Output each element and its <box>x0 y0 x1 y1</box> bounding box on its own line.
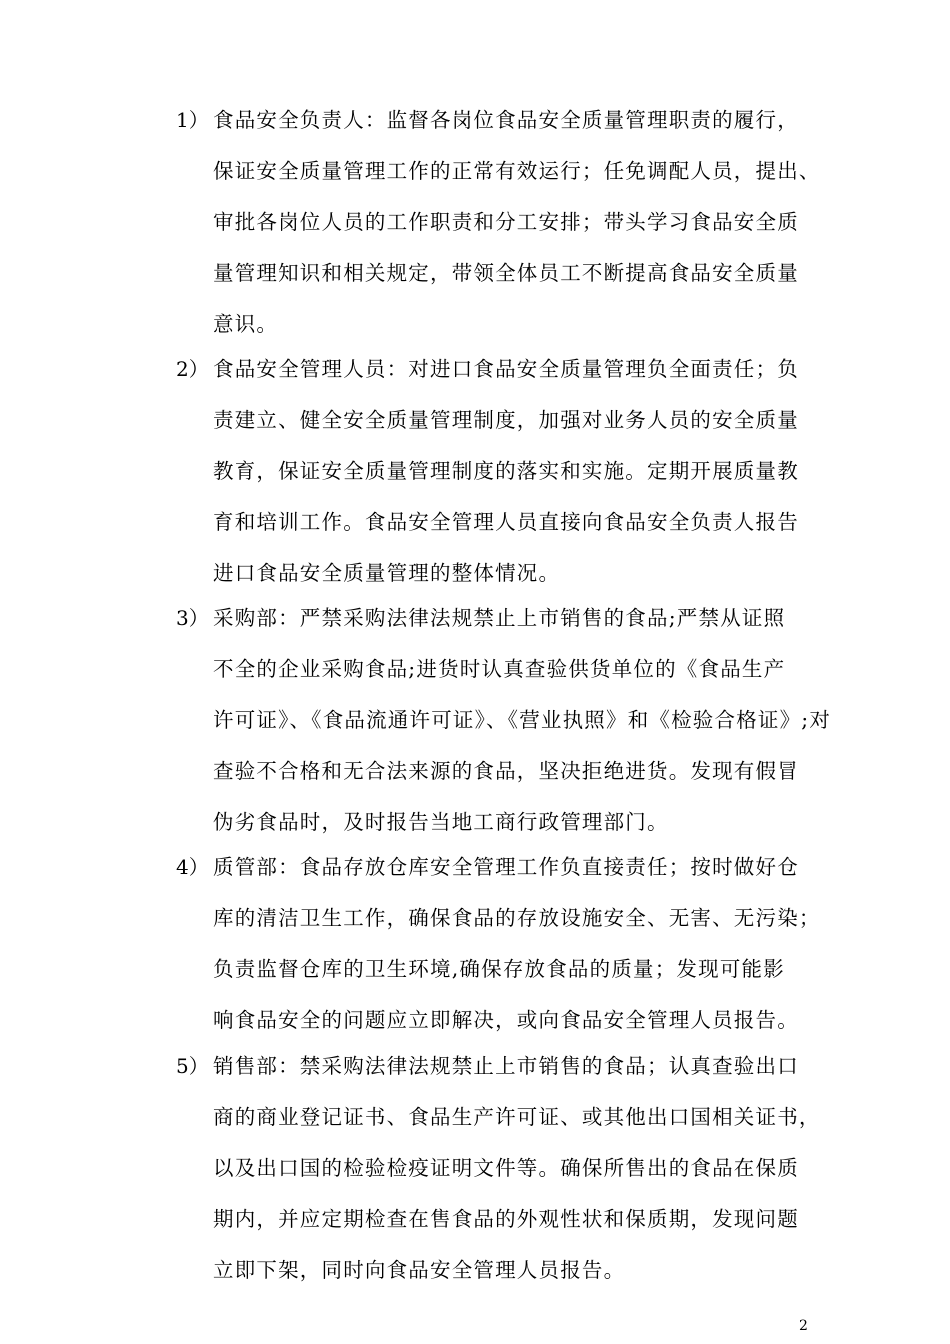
text-line: 采购部：严禁采购法律法规禁止上市销售的食品;严禁从证照 <box>213 606 786 630</box>
text-line: 以及出口国的检验检疫证明文件等。确保所售出的食品在保质 <box>213 1156 799 1180</box>
list-item <box>176 842 821 1046</box>
text-line: 库的清洁卫生工作，确保食品的存放设施安全、无害、无污染； <box>213 906 821 930</box>
list-item <box>176 1041 821 1296</box>
text-line: 责建立、健全安全质量管理制度，加强对业务人员的安全质量 <box>213 408 799 432</box>
item-text <box>213 1041 821 1296</box>
text-line: 保证安全质量管理工作的正常有效运行；任免调配人员，提出、 <box>213 159 821 183</box>
text-line: 伪劣食品时，及时报告当地工商行政管理部门。 <box>213 810 669 834</box>
item-text <box>213 344 816 599</box>
text-line: 教育，保证安全质量管理制度的落实和实施。定期开展质量教 <box>213 459 799 483</box>
text-line: 意识。 <box>213 312 279 336</box>
text-line: 进口食品安全质量管理的整体情况。 <box>213 561 561 585</box>
item-text <box>213 593 832 848</box>
list-item <box>176 593 832 848</box>
text-line: 育和培训工作。食品安全管理人员直接向食品安全负责人报告 <box>213 510 799 534</box>
text-line: 销售部：禁采购法律法规禁止上市销售的食品；认真查验出口 <box>213 1054 799 1078</box>
text-line: 响食品安全的问题应立即解决，或向食品安全管理人员报告。 <box>213 1008 799 1032</box>
text-line: 量管理知识和相关规定，带领全体员工不断提高食品安全质量 <box>213 261 799 285</box>
list-item <box>176 95 821 350</box>
text-line: 不全的企业采购食品;进货时认真查验供货单位的《食品生产 <box>213 657 786 681</box>
text-line: 商的商业登记证书、食品生产许可证、或其他出口国相关证书， <box>213 1105 821 1129</box>
text-line: 质管部：食品存放仓库安全管理工作负直接责任；按时做好仓 <box>213 855 799 879</box>
text-line: 期内，并应定期检查在售食品的外观性状和保质期，发现问题 <box>213 1207 799 1231</box>
text-line: 食品安全管理人员：对进口食品安全质量管理负全面责任；负 <box>213 357 799 381</box>
item-text <box>213 95 821 350</box>
text-line: 许可证》、《食品流通许可证》、《营业执照》和《检验合格证》;对 <box>213 708 832 732</box>
item-number: 2） <box>176 357 209 381</box>
text-line: 立即下架，同时向食品安全管理人员报告。 <box>213 1258 626 1282</box>
text-line: 负责监督仓库的卫生环境,确保存放食品的质量；发现可能影 <box>213 957 785 981</box>
list-item <box>176 344 816 599</box>
item-number: 3） <box>176 606 209 630</box>
item-number: 1） <box>176 108 209 132</box>
item-text <box>213 842 821 1046</box>
item-number: 4） <box>176 855 209 879</box>
text-line: 查验不合格和无合法来源的食品，坚决拒绝进货。发现有假冒 <box>213 759 799 783</box>
text-line: 食品安全负责人：监督各岗位食品安全质量管理职责的履行， <box>213 108 799 132</box>
item-number: 5） <box>176 1054 209 1078</box>
text-line: 审批各岗位人员的工作职责和分工安排；带头学习食品安全质 <box>213 210 799 234</box>
page-number: 2 <box>799 1318 808 1334</box>
